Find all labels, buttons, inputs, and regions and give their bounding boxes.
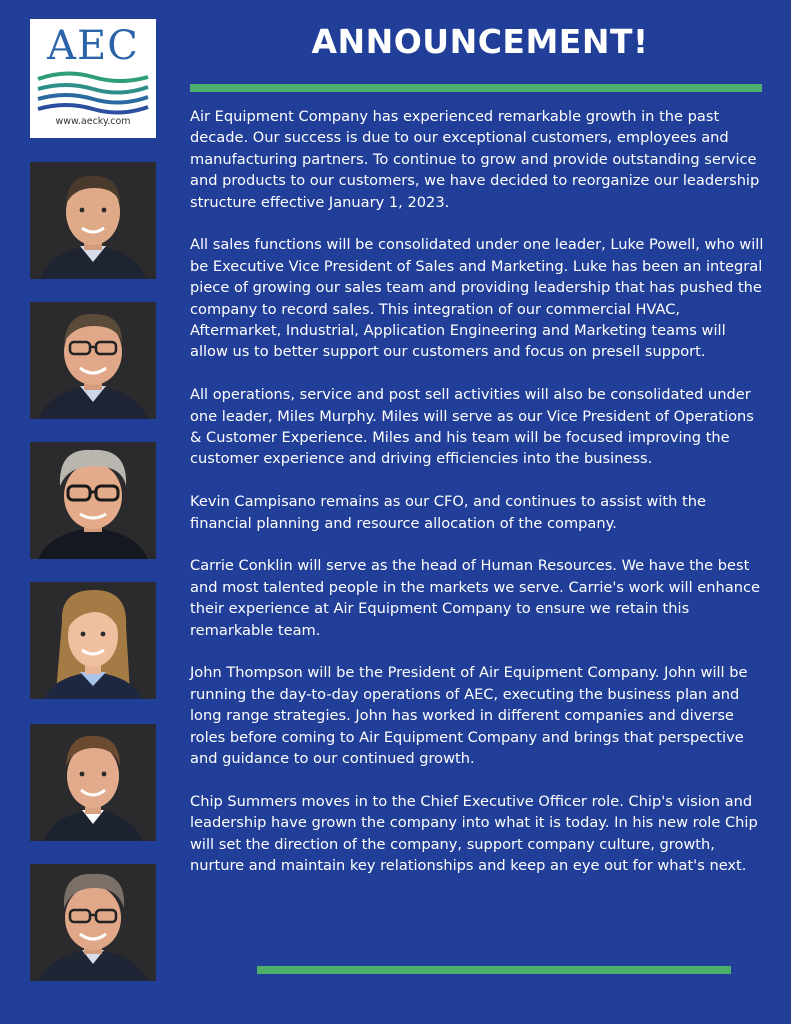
headshot-6-icon <box>30 864 156 981</box>
headshot-1-icon <box>30 162 156 279</box>
paragraph-sales: All sales functions will be consolidated under one leader, Luke Powell, who will be Executive Vice President of Sales and Marketing. Luke has been an integral piece of growing our sales team and providing leadership that has pushed the company to record sales. This integration of our commercial HVAC, Aftermarket, Industrial, Application Engineering and Marketing teams will allow us to better support our customers and focus on presell support. <box>190 236 764 361</box>
paragraph-growth: Air Equipment Company has experienced remarkable growth in the past decade. Our success is due to our exceptional customers, employees and manufacturing partners. To continue to grow and provide outstanding service and products to our customers, we have decided to reorganize our leadership structure effective January 1, 2023. <box>190 108 760 211</box>
headshot-2-icon <box>30 302 156 419</box>
paragraph-ceo: Chip Summers moves in to the Chief Executive Officer role. Chip's vision and leadership have grown the company into what it is today. In his new role Chip will set the direction of the company, support company culture, growth, nurture and maintain key relationships and keep an eye out for what's next. <box>190 792 758 875</box>
paragraph-president: John Thompson will be the President of Air Equipment Company. John will be running the day-to-day operations of AEC, executing the business plan and long range strategies. John has worked in different companies and diverse roles before coming to Air Equipment Company and brings that perspective and guidance to our continued growth. <box>190 664 748 768</box>
logo-waves-icon <box>36 69 150 119</box>
bottom-divider <box>257 966 731 974</box>
paragraph-cfo: Kevin Campisano remains as our CFO, and continues to assist with the financial planning and resource allocation of the company. <box>190 493 706 532</box>
logo-url: www.aecky.com <box>55 116 131 127</box>
logo-wordmark: AEC <box>47 23 139 69</box>
paragraph-hr: Carrie Conklin will serve as the head of Human Resources. We have the best and most talented people in the markets we serve. Carrie's work will enhance their experience at Air Equipment Company to ensure we retain this remarkable team. <box>190 557 760 639</box>
page-title: ANNOUNCEMENT! <box>311 22 649 61</box>
headshot-4-icon <box>30 582 156 699</box>
announcement-body <box>190 106 768 898</box>
headshot-5-icon <box>30 724 156 841</box>
company-logo <box>30 19 156 138</box>
headshot-3-icon <box>30 442 156 559</box>
paragraph-operations: All operations, service and post sell activities will also be consolidated under one leader, Miles Murphy. Miles will serve as our Vice President of Operations & Customer Experience. Miles and his team will be focused improving the customer experience and driving efficiencies into the business. <box>190 386 754 468</box>
top-divider <box>190 84 762 92</box>
